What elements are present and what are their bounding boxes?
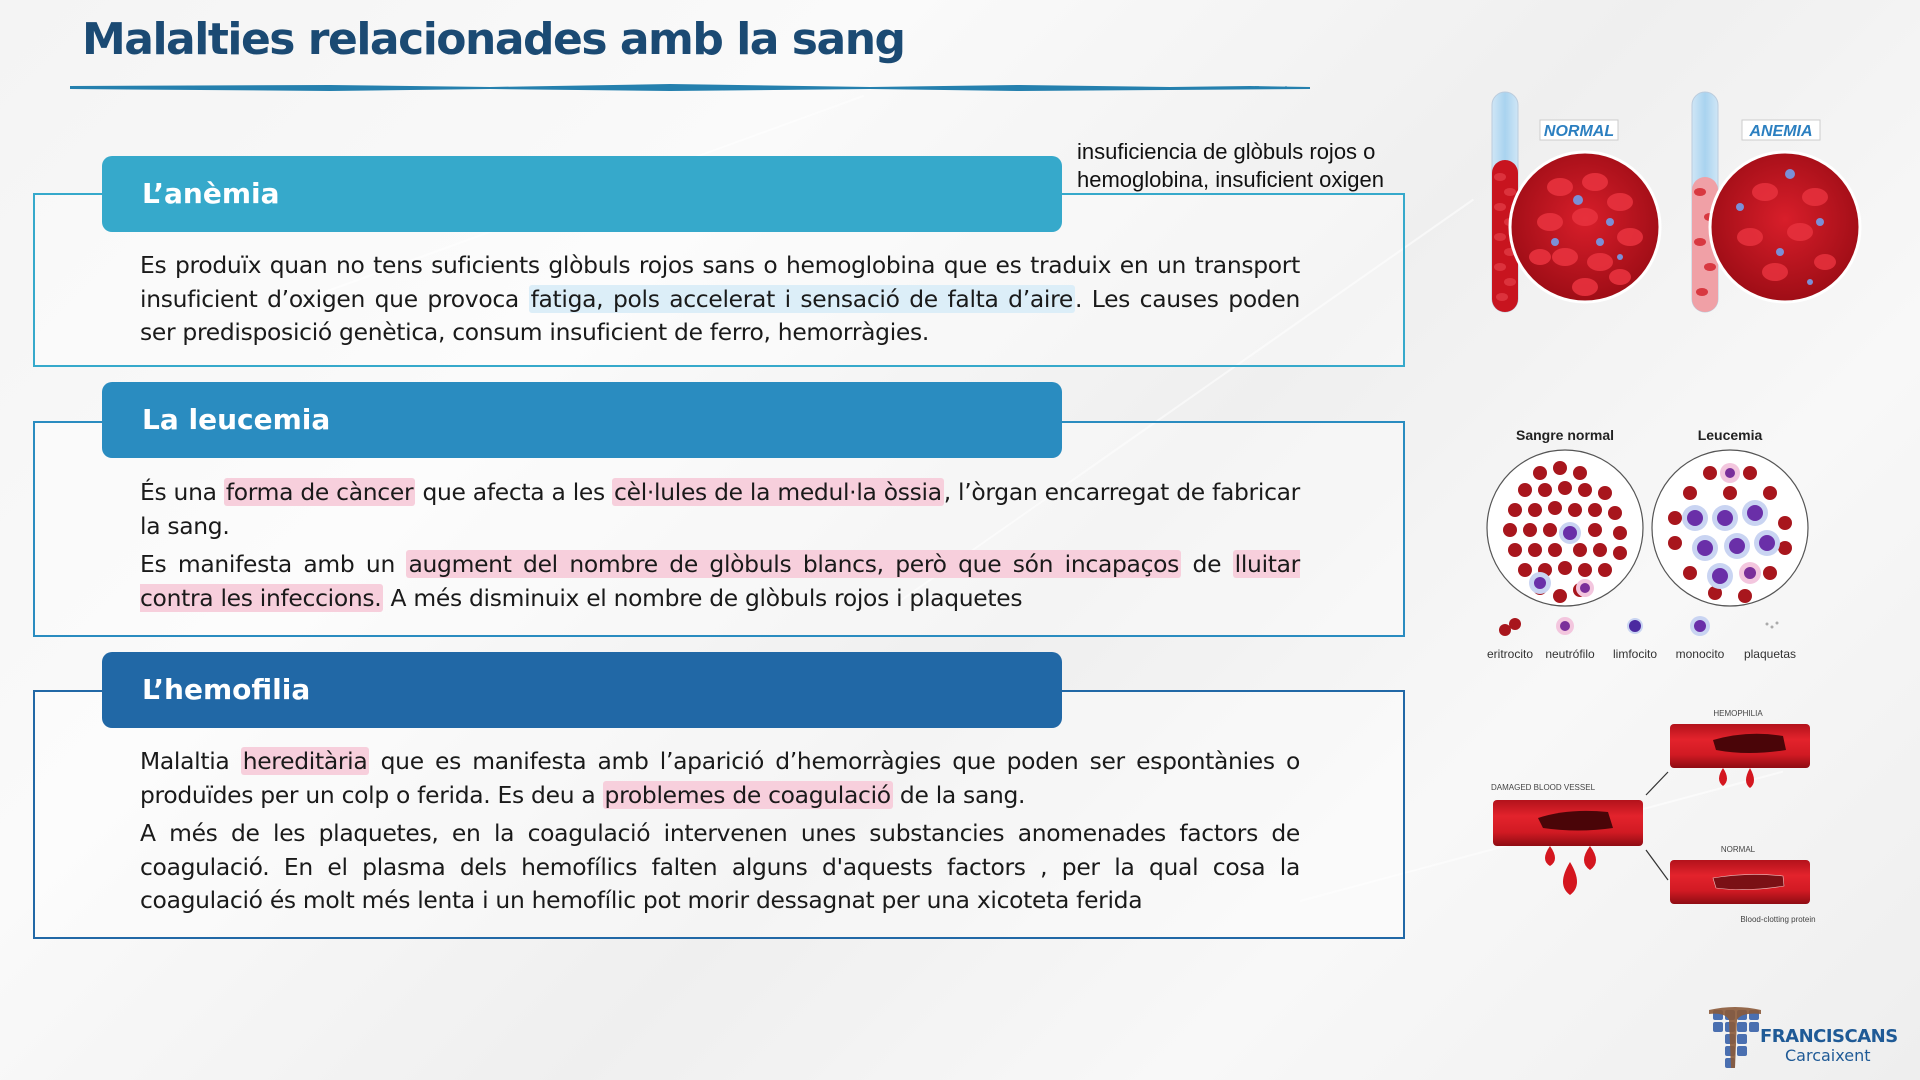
logo-mark-icon — [1705, 1002, 1765, 1072]
highlight-symptoms: fatiga, pols accelerat i sensació de falta d’aire — [530, 284, 1073, 313]
svg-text:monocito: monocito — [1675, 647, 1725, 661]
svg-text:HEMOPHILIA: HEMOPHILIA — [1713, 709, 1763, 718]
svg-text:ANEMIA: ANEMIA — [1749, 123, 1813, 140]
logo-name: FRANCISCANS — [1760, 1026, 1898, 1047]
svg-text:eritrocito: eritrocito — [1486, 647, 1534, 661]
highlight: cèl·lules de la medul·la òssia — [614, 478, 942, 506]
page-title: Malalties relacionades amb la sang — [82, 14, 905, 65]
anemia-section-body — [140, 249, 1300, 350]
highlight: augment del nombre de glòbuls blancs, però que són incapaços — [408, 550, 1180, 578]
svg-text:Blood-clotting protein: Blood-clotting protein — [1740, 915, 1816, 924]
hemofilia-section-heading: L’hemofilia — [102, 652, 1062, 728]
highlight: lluitar contra les infeccions. — [140, 550, 1300, 612]
svg-text:Leucemia: Leucemia — [1697, 427, 1763, 443]
text: A més de les plaquetes, en la coagulació intervenen unes substancies anomenades factors de coagulació. En el plasma dels hemofílics falten alguns d'aquests factors , per la qual cosa la coagulació és molt més lenta i un hemofílic pot morir dessagnat per una xicoteta ferida — [140, 819, 1300, 914]
text: A més disminuix el nombre de glòbuls rojos i plaquetes — [383, 583, 1023, 612]
paragraph — [140, 817, 1300, 918]
anemia-illustration — [1480, 82, 1870, 327]
svg-text:limfocito: limfocito — [1612, 647, 1658, 661]
svg-text:NORMAL: NORMAL — [1543, 123, 1615, 140]
highlight: problemes de coagulació — [604, 780, 891, 809]
leucemia-illustration — [1485, 418, 1845, 668]
anemia-section-heading: L’anèmia — [102, 156, 1062, 232]
text: És una — [140, 478, 224, 506]
svg-text:DAMAGED BLOOD VESSEL: DAMAGED BLOOD VESSEL — [1490, 783, 1596, 792]
svg-text:NORMAL: NORMAL — [1720, 845, 1756, 854]
paragraph — [140, 548, 1300, 615]
text: . Les causes poden ser predisposició genètica, consum insuficient de ferro, hemorràgies. — [140, 284, 1301, 346]
anemia-side-note — [1077, 138, 1384, 194]
paragraph — [140, 249, 1300, 350]
svg-text:plaquetas: plaquetas — [1743, 647, 1797, 661]
text: de la sang. — [892, 780, 1026, 809]
note-line-1: insuficiencia de glòbuls rojos o — [1077, 139, 1376, 164]
franciscans-logo — [1705, 1002, 1915, 1072]
hemofilia-illustration — [1488, 700, 1818, 940]
text: Malaltia — [140, 747, 241, 775]
text: que afecta a les — [415, 478, 613, 506]
note-line-2: hemoglobina, insuficient oxigen — [1077, 167, 1384, 192]
highlight: hereditària — [242, 747, 368, 775]
paragraph — [140, 745, 1300, 812]
text: de — [1181, 550, 1233, 578]
text: Es produïx quan no tens suficients glòbuls rojos sans o hemoglobina que es traduix en un transport insuficient d’oxigen que provoca — [140, 251, 1300, 313]
leucemia-section-heading: La leucemia — [102, 382, 1062, 458]
highlight: forma de càncer — [225, 478, 414, 506]
title-underline-brush — [70, 82, 1310, 92]
text: Es manifesta amb un — [140, 550, 407, 578]
hemofilia-section-body — [140, 745, 1300, 918]
text: , l’òrgan encarregat de fabricar la sang. — [140, 478, 1300, 540]
svg-text:neutrófilo: neutrófilo — [1545, 647, 1595, 661]
text: que es manifesta amb l’aparició d’hemorràgies que poden ser espontànies o produïdes per un colp o ferida. Es deu a — [140, 747, 1300, 809]
leucemia-section-body — [140, 476, 1300, 615]
logo-place: Carcaixent — [1785, 1046, 1871, 1065]
svg-text:Sangre normal: Sangre normal — [1515, 427, 1615, 443]
paragraph — [140, 476, 1300, 543]
